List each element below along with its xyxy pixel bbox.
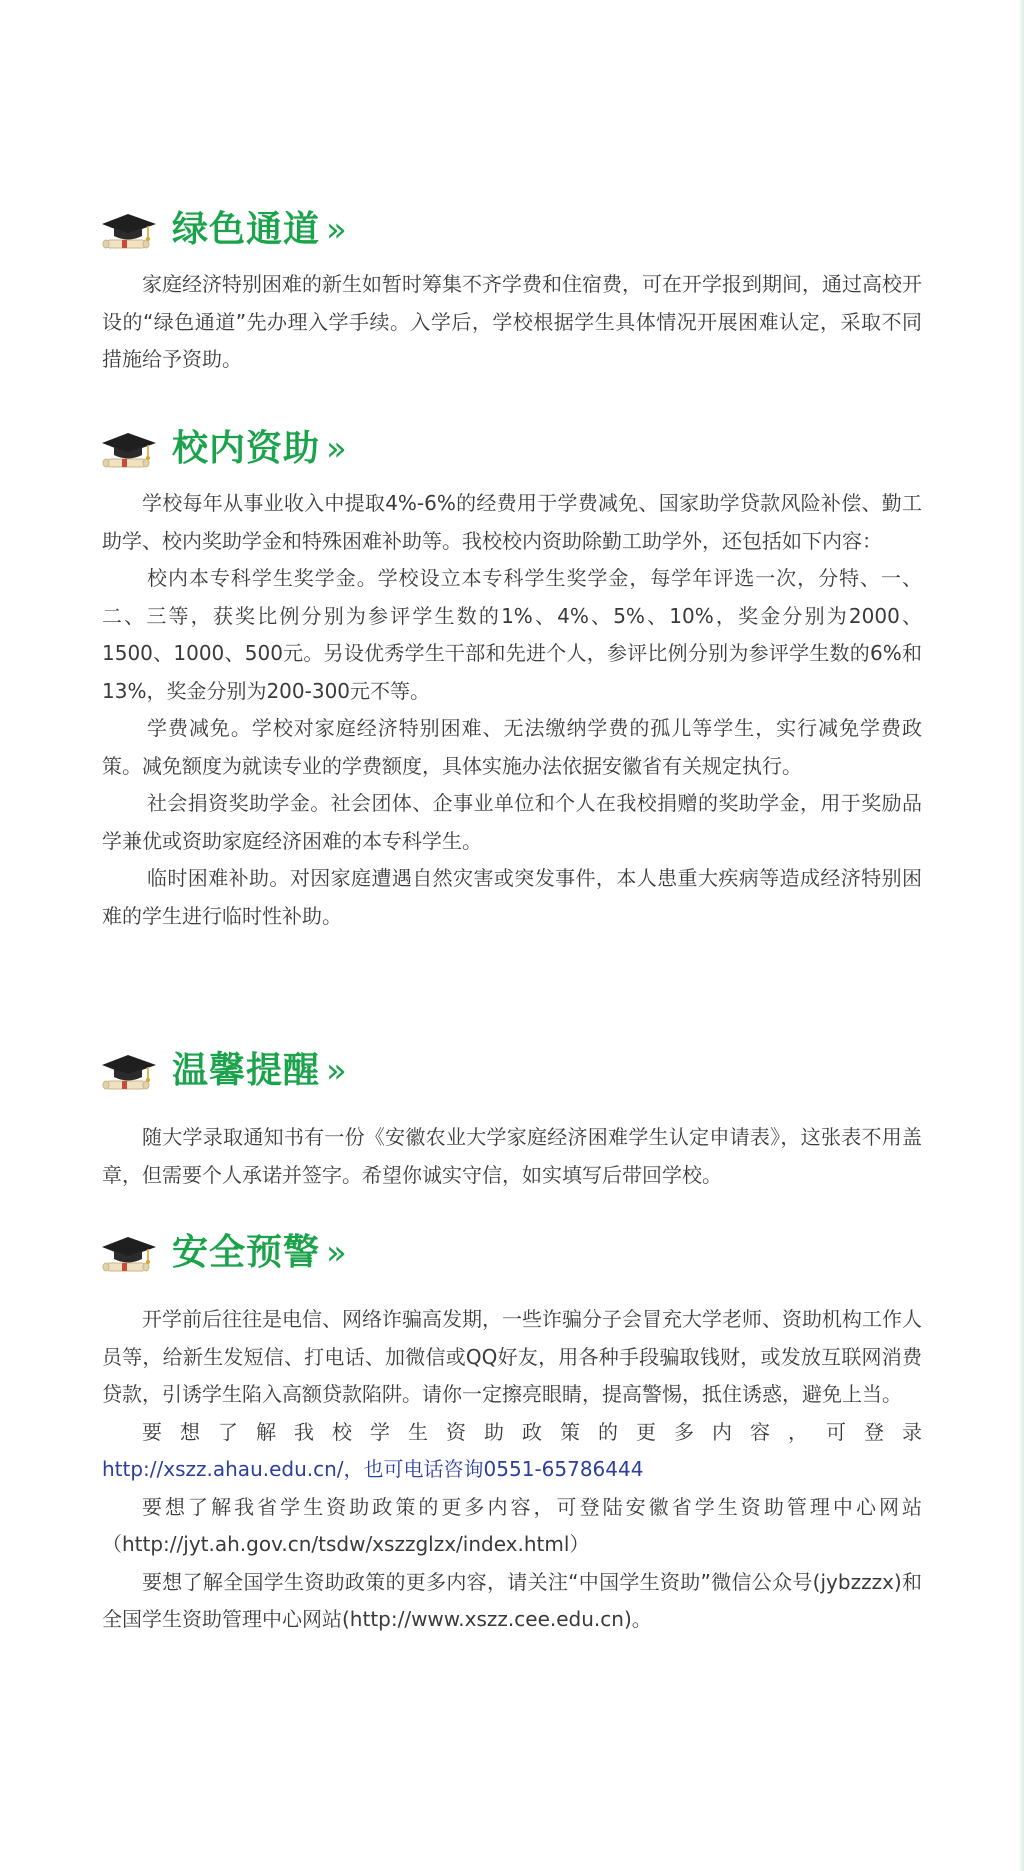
chevron-double-right-icon: » [326,210,348,250]
section-warm-reminder [102,1047,922,1194]
contact-link[interactable]: http://xszz.ahau.edu.cn/，也可电话咨询0551-65786444 [102,1457,644,1481]
body-paragraph: 开学前后往往是电信、网络诈骗高发期，一些诈骗分子会冒充大学老师、资助机构工作人员等，给新生发短信、打电话、加微信或QQ好友，用各种手段骗取钱财，或发放互联网消费贷款，引诱学生陷入高额贷款陷阱。请你一定擦亮眼睛，提高警惕，抵住诱惑，避免上当。 [102,1307,922,1406]
body-paragraph: 随大学录取通知书有一份《安徽农业大学家庭经济困难学生认定申请表》，这张表不用盖章，但需要个人承诺并签字。希望你诚实守信，如实填写后带回学校。 [102,1125,922,1187]
section-safety-warning [102,1229,922,1639]
body-paragraph: 要想了解我校学生资助政策的更多内容，可登录 [142,1419,922,1444]
section-title: 校内资助 [172,428,321,469]
section-heading [102,425,922,485]
chevron-double-right-icon: » [326,1051,348,1091]
section-title: 安全预警 [172,1232,321,1273]
section-campus-aid [102,425,922,935]
section-title: 温馨提醒 [172,1050,321,1091]
section-heading [102,206,922,266]
body-paragraph: 学校每年从事业收入中提取4%-6%的经费用于学费减免、国家助学贷款风险补偿、勤工助学、校内奖助学金和特殊困难补助等。我校校内资助除勤工助学外，还包括如下内容： [102,491,922,553]
body-paragraph: 要想了解我省学生资助政策的更多内容，可登陆安徽省学生资助管理中心网站（http://jyt.ah.gov.cn/tsdw/xszzglzx/index.html） [102,1494,922,1556]
body-paragraph: 要想了解全国学生资助政策的更多内容，请关注“中国学生资助”微信公众号(jybzzzx)和全国学生资助管理中心网站(http://www.xszz.cee.edu.cn)。 [102,1569,922,1631]
graduation-cap-icon [102,429,158,471]
body-paragraph: 临时困难补助。对因家庭遭遇自然灾害或突发事件，本人患重大疾病等造成经济特别困难的学生进行临时性补助。 [102,866,922,928]
body-paragraph: 社会捐资奖助学金。社会团体、企事业单位和个人在我校捐赠的奖助学金，用于奖励品学兼优或资助家庭经济困难的本专科学生。 [102,791,922,853]
chevron-double-right-icon: » [326,1233,348,1273]
page-edge-decoration [1018,0,1024,1871]
section-heading [102,1229,922,1301]
graduation-cap-icon [102,210,158,252]
body-paragraph: 校内本专科学生奖学金。学校设立本专科学生奖学金，每学年评选一次，分特、一、二、三等，获奖比例分别为参评学生数的1%、4%、5%、10%，奖金分别为2000、1500、1000、500元。另设优秀学生干部和先进个人，参评比例分别为参评学生数的6%和13%，奖金分别为200-300元不等。 [102,566,922,703]
graduation-cap-icon [102,1051,158,1093]
section-green-channel [102,206,922,379]
body-paragraph: 学费减免。学校对家庭经济特别困难、无法缴纳学费的孤儿等学生，实行减免学费政策。减免额度为就读专业的学费额度，具体实施办法依据安徽省有关规定执行。 [102,716,922,778]
chevron-double-right-icon: » [326,429,348,469]
section-title: 绿色通道 [172,209,321,250]
graduation-cap-icon [102,1233,158,1275]
section-heading [102,1047,922,1119]
body-paragraph: 家庭经济特别困难的新生如暂时筹集不齐学费和住宿费，可在开学报到期间，通过高校开设的“绿色通道”先办理入学手续。入学后，学校根据学生具体情况开展困难认定，采取不同措施给予资助。 [102,272,922,371]
